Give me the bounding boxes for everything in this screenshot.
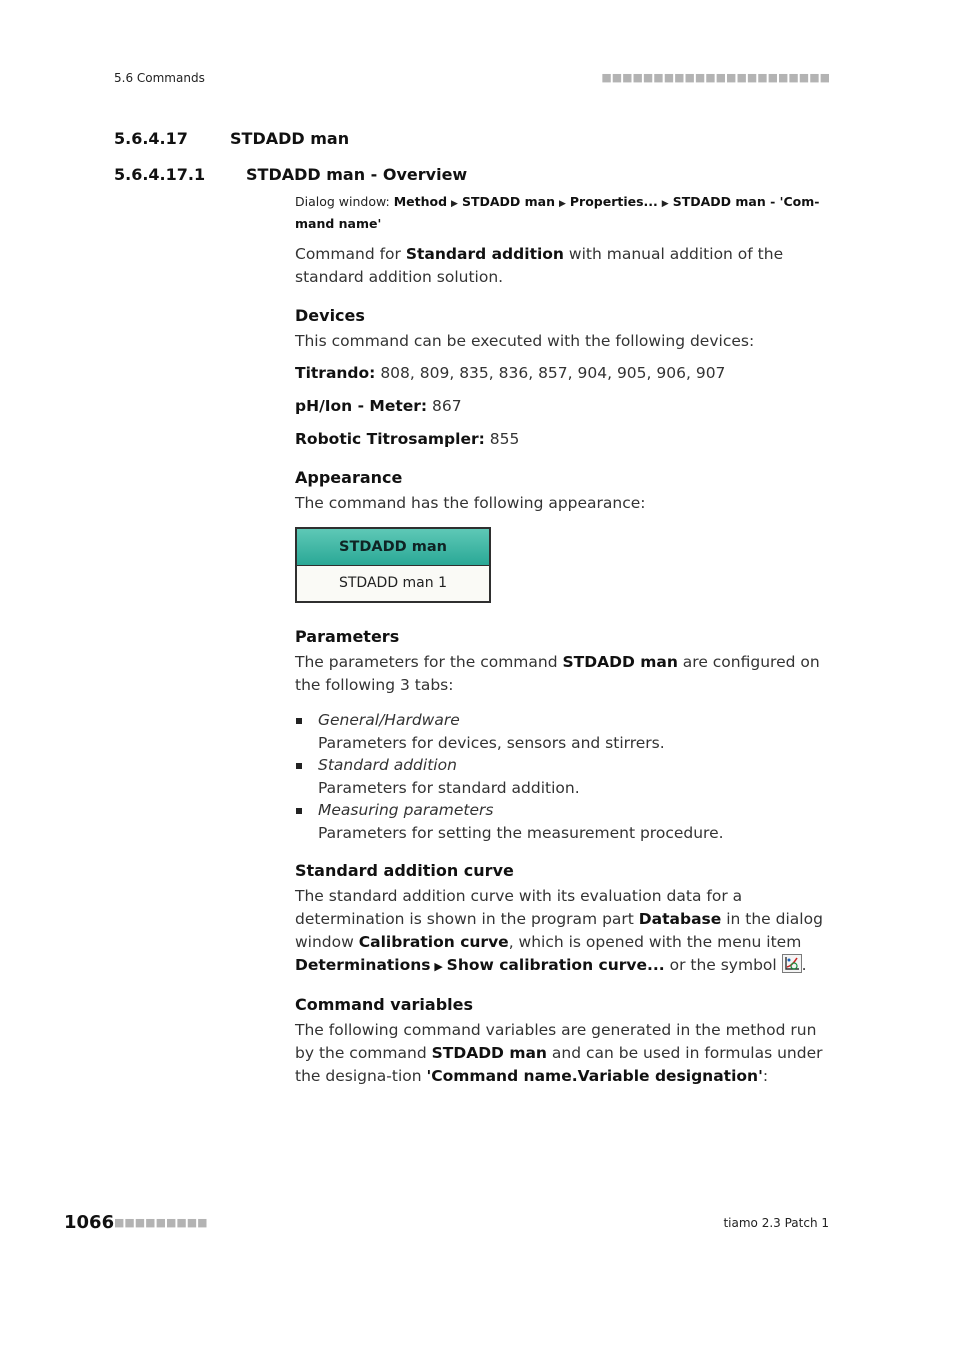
parameters-heading: Parameters xyxy=(295,627,400,646)
footer-dots: ■■■■■■■■■ xyxy=(114,1216,208,1229)
dialog-path-window-b: mand name' xyxy=(295,216,382,231)
curve-paragraph: The standard addition curve with its evaluation data for a determination is shown in the program part Database in the dialog window Calibration curve, which is opened with the menu item Determinations ▶ Show calibration curve... or the symbol . xyxy=(295,887,823,974)
page-number: 1066 xyxy=(64,1212,115,1233)
main-content xyxy=(295,192,835,1097)
list-item: Standard addition Parameters for standard addition. xyxy=(295,754,835,799)
list-item: Measuring parameters Parameters for setting the measurement procedure. xyxy=(295,799,835,844)
section-title: STDADD man xyxy=(230,129,350,148)
bullet-icon xyxy=(296,718,302,724)
bullet-icon xyxy=(296,808,302,814)
subsection-heading xyxy=(114,165,467,184)
section-heading xyxy=(114,129,349,148)
running-header-section: 5.6 Commands xyxy=(114,71,205,85)
parameters-text: The parameters for the command STDADD man are configured on the following 3 tabs: xyxy=(295,653,820,694)
footer-product: tiamo 2.3 Patch 1 xyxy=(723,1216,829,1230)
dialog-path-properties: Properties... xyxy=(569,194,658,209)
devices-text: This command can be executed with the following devices: xyxy=(295,332,755,350)
section-number: 5.6.4.17 xyxy=(114,129,188,148)
tabs-list xyxy=(295,709,835,844)
devices-heading: Devices xyxy=(295,306,365,325)
arrow-icon: ▶ xyxy=(558,199,566,209)
dialog-path-method: Method xyxy=(393,194,448,209)
running-header-dots: ■■■■■■■■■■■■■■■■■■■■■■ xyxy=(601,71,830,84)
dialog-path-window-a: STDADD man - 'Com- xyxy=(672,194,820,209)
list-item: General/Hardware Parameters for devices, sensors and stirrers. xyxy=(295,709,835,754)
subsection-number: 5.6.4.17.1 xyxy=(114,165,206,184)
dialog-path-prefix: Dialog window: xyxy=(295,194,394,209)
arrow-icon: ▶ xyxy=(661,199,669,209)
bullet-icon xyxy=(296,763,302,769)
variables-paragraph: The following command variables are generated in the method run by the command STDADD man and can be used in formulas under the designa-tion 'Command name.Variable designation': xyxy=(295,1021,823,1085)
appearance-heading: Appearance xyxy=(295,468,403,487)
command-appearance-box xyxy=(295,527,491,603)
device-phion: pH/Ion - Meter: 867 xyxy=(295,397,462,415)
appearance-text: The command has the following appearance: xyxy=(295,494,646,512)
calibration-curve-icon xyxy=(782,954,802,973)
arrow-icon: ▶ xyxy=(451,199,458,209)
device-titrando: Titrando: 808, 809, 835, 836, 857, 904, 905, 906, 907 xyxy=(295,364,726,382)
dialog-path xyxy=(295,192,835,233)
intro-paragraph: Command for Standard addition with manual addition of the standard addition solution. xyxy=(295,245,784,286)
variables-heading: Command variables xyxy=(295,995,473,1014)
curve-heading: Standard addition curve xyxy=(295,861,514,880)
command-box-name: STDADD man 1 xyxy=(338,575,447,591)
dialog-path-command: STDADD man xyxy=(461,194,555,209)
subsection-title: STDADD man - Overview xyxy=(246,165,468,184)
command-box-title: STDADD man xyxy=(297,529,489,566)
device-robotic: Robotic Titrosampler: 855 xyxy=(295,430,520,448)
